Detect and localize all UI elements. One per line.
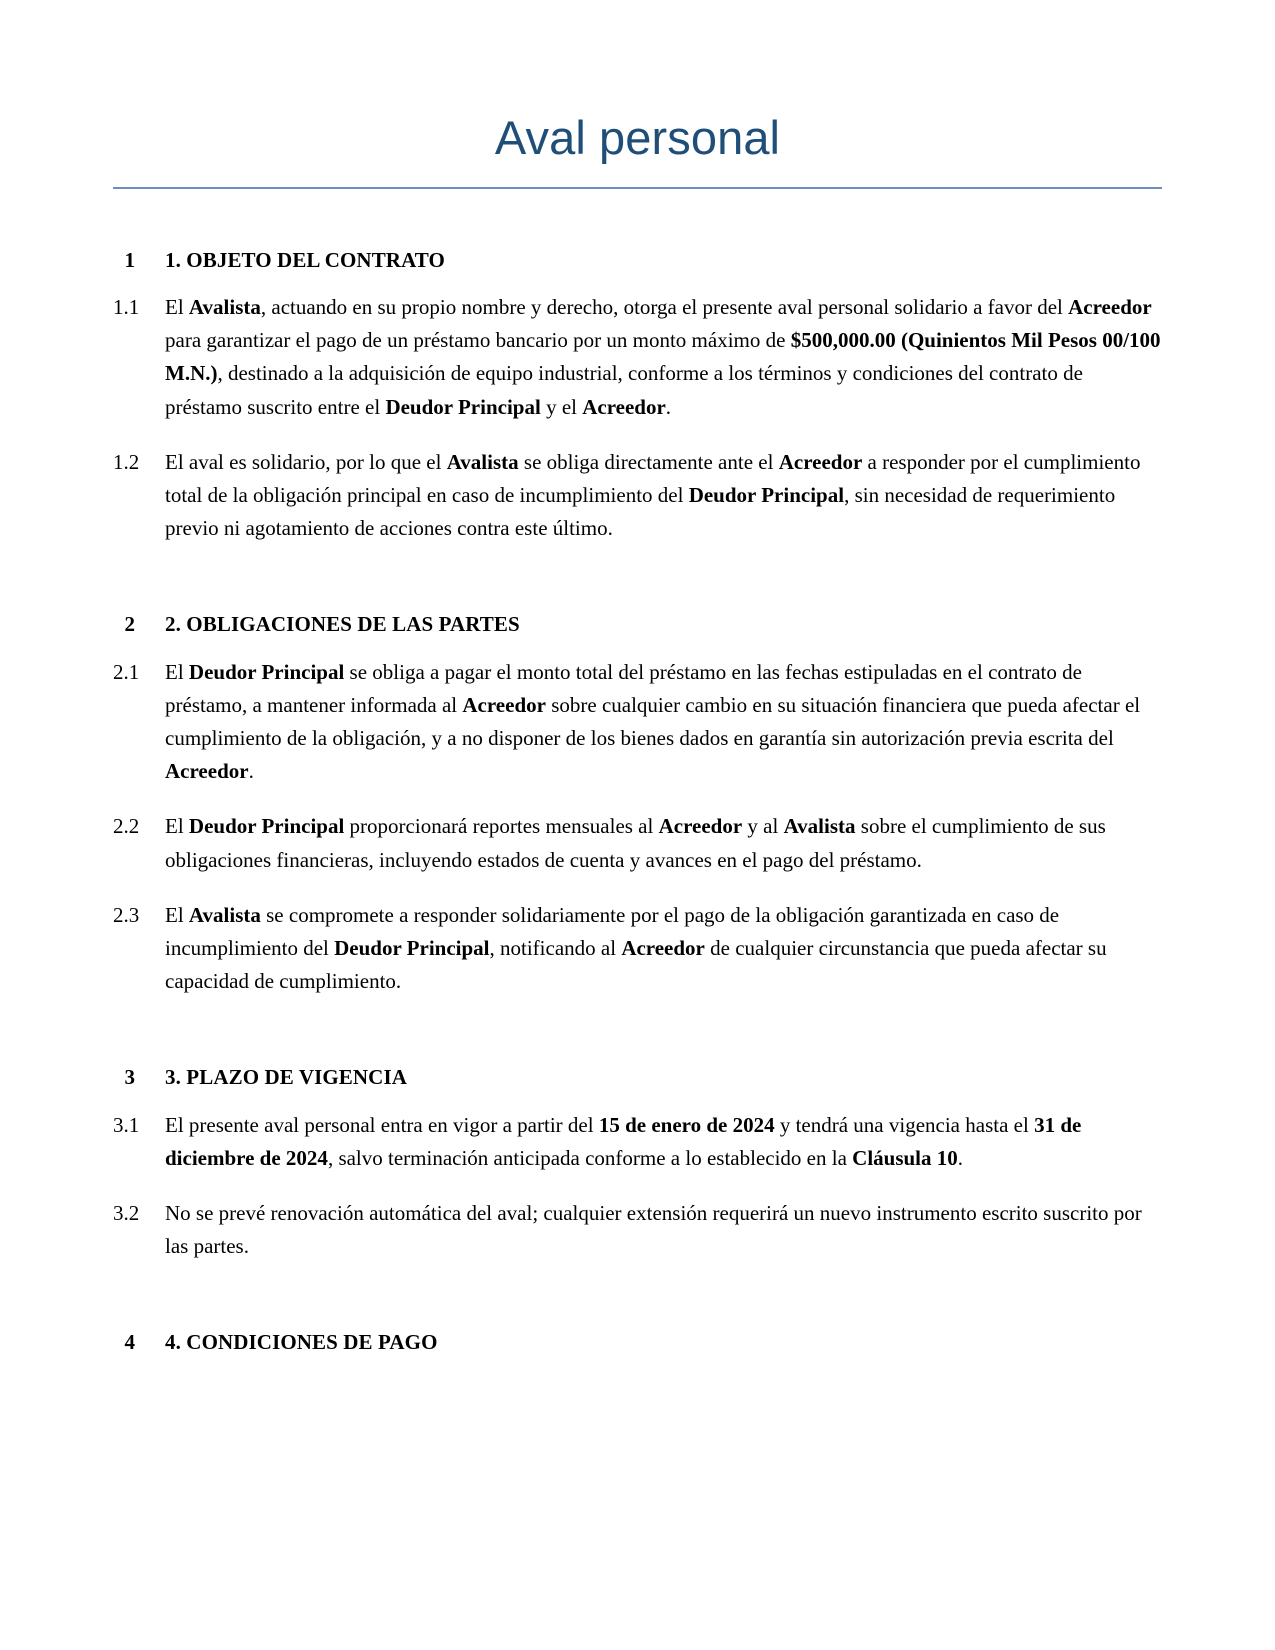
clause-emphasis: $500,000.00 (Quinientos Mil Pesos 00/100 M.N.) <box>165 328 1161 386</box>
clause-number: 2.2 <box>113 814 140 839</box>
section-heading <box>113 1327 1162 1357</box>
clause-run: El presente aval personal entra en vigor a partir del <box>165 1112 599 1137</box>
clause-run: y el <box>540 394 583 419</box>
clause-run: , sin necesidad de requerimiento previo ni agotamiento de acciones contra este último. <box>165 482 1116 541</box>
clause-run: sobre cualquier cambio en su situación financiera que pueda afectar el cumplimiento de la obligación, y a no disponer de los bienes dados en garantía sin autorización previa escrita del <box>165 692 1141 751</box>
clause-text <box>165 1197 1162 1263</box>
clause-emphasis: Avalista <box>188 902 261 927</box>
clause-run: , salvo terminación anticipada conforme a lo establecido en la <box>327 1145 853 1170</box>
clause-run: sobre el cumplimiento de sus obligaciones financieras, incluyendo estados de cuenta y avances en el pago del préstamo. <box>165 814 1106 872</box>
clause-emphasis: Acreedor <box>462 692 546 717</box>
clause-emphasis: Acreedor <box>165 759 249 784</box>
clause-run: El <box>165 295 189 320</box>
section-heading-label: 4. CONDICIONES DE PAGO <box>165 1330 438 1355</box>
clause-run: El aval es solidario, por lo que el <box>165 449 447 474</box>
clause <box>113 1109 1162 1175</box>
clause-emphasis: Avalista <box>188 295 261 320</box>
clause-run: se obliga a pagar el monto total del préstamo en las fechas estipuladas en el contrato de préstamo, a mantener informada al <box>165 659 1082 717</box>
title-block <box>113 0 1162 189</box>
clause-emphasis: Cláusula 10 <box>852 1145 958 1170</box>
clause-text <box>165 1109 1162 1175</box>
clause <box>113 899 1162 999</box>
clause-run: se obliga directamente ante el <box>518 449 779 474</box>
clause-emphasis: Acreedor <box>582 394 666 419</box>
clause-run: . <box>248 759 254 784</box>
clause-run: , destinado a la adquisición de equipo industrial, conforme a los términos y condiciones del contrato de préstamo suscrito entre el <box>165 361 1083 419</box>
section-number: 3 <box>124 1065 135 1090</box>
section-heading <box>113 609 1162 639</box>
clause-run: No se prevé renovación automática del aval; cualquier extensión requerirá un nuevo instrumento escrito suscrito por las partes. <box>165 1201 1142 1259</box>
clause-run: El <box>165 659 189 684</box>
clause-text <box>165 899 1162 999</box>
clause-run: proporcionará reportes mensuales al <box>344 814 659 839</box>
clause-text <box>165 446 1162 546</box>
clause-number: 1.1 <box>113 295 140 320</box>
clause-number: 2.3 <box>113 902 140 927</box>
clause-emphasis: Avalista <box>783 814 856 839</box>
clause-emphasis: Acreedor <box>778 449 863 474</box>
clause-emphasis: Acreedor <box>1068 295 1152 320</box>
clause-emphasis: 15 de enero de 2024 <box>598 1112 775 1137</box>
section-heading <box>113 1062 1162 1092</box>
section-heading-label: 3. PLAZO DE VIGENCIA <box>165 1065 407 1090</box>
clause-run: , notificando al <box>489 935 622 960</box>
section-number: 4 <box>124 1330 135 1355</box>
clause <box>113 1197 1162 1263</box>
clause-number: 1.2 <box>113 449 140 474</box>
section-heading-label: 2. OBLIGACIONES DE LAS PARTES <box>165 612 520 637</box>
clause-run: y tendrá una vigencia hasta el <box>774 1112 1035 1137</box>
clause-run: para garantizar el pago de un préstamo bancario por un monto máximo de <box>165 328 791 353</box>
clause-run: El <box>165 814 189 839</box>
clause-text <box>165 810 1162 876</box>
clause <box>113 656 1162 789</box>
clause-text <box>165 291 1162 424</box>
clause-text <box>165 656 1162 789</box>
section-number: 2 <box>124 612 135 637</box>
clause-emphasis: Avalista <box>446 449 519 474</box>
clause-number: 2.1 <box>113 659 140 684</box>
clause-emphasis: Acreedor <box>658 814 743 839</box>
clause-emphasis: Deudor Principal <box>188 814 345 839</box>
clause-emphasis: 31 de diciembre de 2024 <box>165 1112 1082 1170</box>
clause-emphasis: Deudor Principal <box>188 659 345 684</box>
clause-emphasis: Deudor Principal <box>334 935 490 960</box>
section-heading-label: 1. OBJETO DEL CONTRATO <box>165 247 445 272</box>
clause-emphasis: Deudor Principal <box>688 482 845 507</box>
section-heading <box>113 245 1162 275</box>
clause-number: 3.2 <box>113 1201 140 1226</box>
clause-number: 3.1 <box>113 1112 140 1137</box>
clause-run: se compromete a responder solidariamente por el pago de la obligación garantizada en caso de incumplimiento del <box>165 902 1060 960</box>
clause-run: a responder por el cumplimiento total de la obligación principal en caso de incumplimiento del <box>165 449 1141 507</box>
clause-run: de cualquier circunstancia que pueda afectar su capacidad de cumplimiento. <box>165 935 1107 994</box>
clause <box>113 291 1162 424</box>
section-number: 1 <box>124 247 135 272</box>
clause-run: , actuando en su propio nombre y derecho, otorga el presente aval personal solidario a favor del <box>260 295 1069 320</box>
clause <box>113 810 1162 876</box>
clause-run: El <box>165 902 189 927</box>
document-body <box>113 189 1162 1358</box>
clause <box>113 446 1162 546</box>
clause-emphasis: Acreedor <box>621 935 705 960</box>
clause-run: . <box>957 1145 964 1170</box>
page-title: Aval personal <box>494 111 781 164</box>
clause-emphasis: Deudor Principal <box>385 394 541 419</box>
clause-run: . <box>665 394 672 419</box>
clause-run: y al <box>742 814 784 839</box>
